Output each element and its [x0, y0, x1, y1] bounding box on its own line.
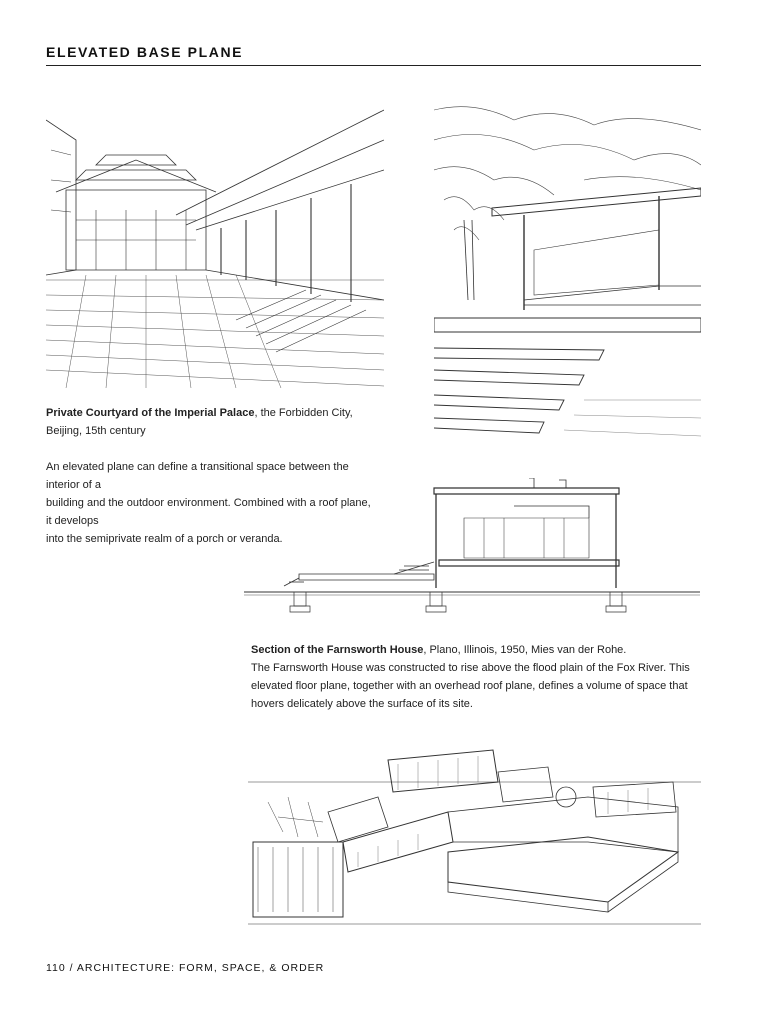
intro-line: building and the outdoor environment. Combined with a roof plane, it develops: [46, 497, 371, 527]
intro-line: into the semiprivate realm of a porch or veranda.: [46, 533, 283, 545]
farnsworth-caption-rest: , Plano, Illinois, 1950, Mies van der Rohe.: [423, 644, 627, 656]
courtyard-caption-title: Private Courtyard of the Imperial Palace: [46, 407, 255, 419]
page-footer: 110 / ARCHITECTURE: FORM, SPACE, & ORDER: [46, 962, 325, 974]
courtyard-caption: [46, 404, 376, 440]
sofa-platform-sketch: [248, 742, 701, 930]
farnsworth-body-line: hovers delicately above the surface of its site.: [251, 698, 473, 710]
courtyard-caption-line2: Beijing, 15th century: [46, 425, 146, 437]
farnsworth-perspective-sketch: [434, 100, 701, 444]
page-title: ELEVATED BASE PLANE: [46, 44, 244, 60]
intro-line: An elevated plane can define a transitional space between the interior of a: [46, 461, 349, 491]
farnsworth-caption-title: Section of the Farnsworth House: [251, 644, 424, 656]
farnsworth-section-drawing: [244, 478, 700, 618]
header-divider: [46, 65, 701, 66]
farnsworth-body-line: The Farnsworth House was constructed to rise above the flood plain of the Fox River. This: [251, 662, 690, 674]
farnsworth-caption: [251, 641, 701, 713]
farnsworth-body-line: elevated floor plane, together with an overhead roof plane, defines a volume of space that: [251, 680, 688, 692]
courtyard-caption-rest: , the Forbidden City,: [254, 407, 353, 419]
courtyard-sketch: [46, 100, 384, 388]
